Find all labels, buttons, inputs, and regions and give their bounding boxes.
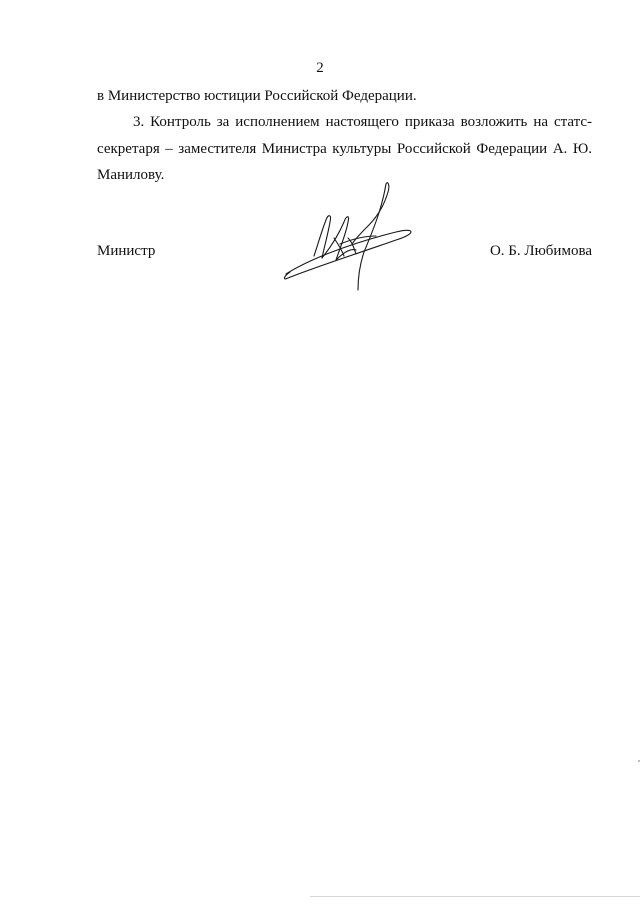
signatory-title: Министр [97, 243, 156, 259]
page-number: 2 [316, 60, 324, 76]
paragraph-3-control: 3. Контроль за исполнением настоящего приказа возложить на статс-секретаря – заместителя Министра культуры Российской Федерации А. Ю. Манилову. [97, 114, 592, 183]
handwritten-signature-icon [278, 178, 418, 293]
signatory-name: О. Б. Любимова [489, 243, 592, 259]
scan-edge-line [310, 896, 640, 897]
body-line-ministry-justice: в Министерство юстиции Российской Федерации. [97, 88, 417, 104]
